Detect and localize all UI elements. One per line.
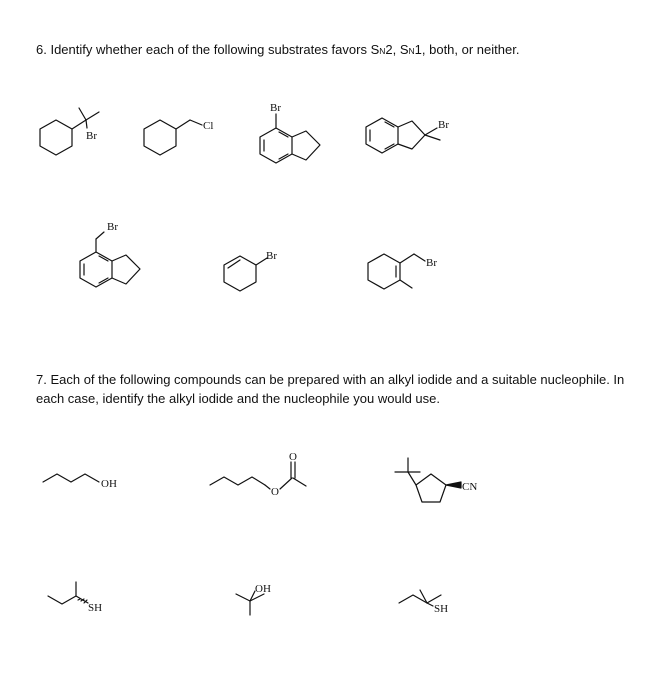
substrate-5-br: Br xyxy=(107,221,118,233)
compound-4 xyxy=(48,582,102,614)
substrate-1 xyxy=(40,108,99,155)
substrate-2-cl: Cl xyxy=(203,120,214,132)
q6-two: 2, S xyxy=(385,42,409,57)
compound-2-ring-o: O xyxy=(271,486,279,498)
compound-5 xyxy=(236,583,271,615)
substrate-3 xyxy=(260,102,320,163)
substrate-1-br: Br xyxy=(86,130,97,142)
substrate-7-br: Br xyxy=(426,257,437,269)
compound-6 xyxy=(399,590,448,615)
q6-lead: 6. Identify whether each of the following substrates favors S xyxy=(36,42,380,57)
substrate-3-br: Br xyxy=(270,102,281,114)
compound-6-sh: SH xyxy=(434,603,449,615)
q6-one: 1, both, or neither. xyxy=(414,42,520,57)
compound-1-oh: OH xyxy=(101,478,117,490)
compound-3 xyxy=(395,458,477,502)
compound-2-carbonyl-o: O xyxy=(289,451,297,463)
substrate-4 xyxy=(366,118,449,153)
compound-2 xyxy=(210,451,306,498)
compound-4-sh: SH xyxy=(88,602,103,614)
substrate-6-br: Br xyxy=(266,250,277,262)
substrate-7 xyxy=(368,254,437,289)
q6-sub-n: N xyxy=(379,46,386,56)
compound-1 xyxy=(43,474,117,490)
compound-5-oh: OH xyxy=(255,583,271,595)
substrate-5 xyxy=(80,221,140,287)
question-7: 7. Each of the following compounds can be prepared with an alkyl iodide and a suitable nucleophile. In each case, identify the alkyl iodide and the nucleophile you would use. xyxy=(36,372,625,406)
q6-sub-n-2: N xyxy=(408,46,415,56)
substrate-6 xyxy=(224,250,277,291)
substrate-2 xyxy=(144,120,213,155)
substrate-4-br: Br xyxy=(438,119,449,131)
compound-3-cn: CN xyxy=(462,481,478,493)
